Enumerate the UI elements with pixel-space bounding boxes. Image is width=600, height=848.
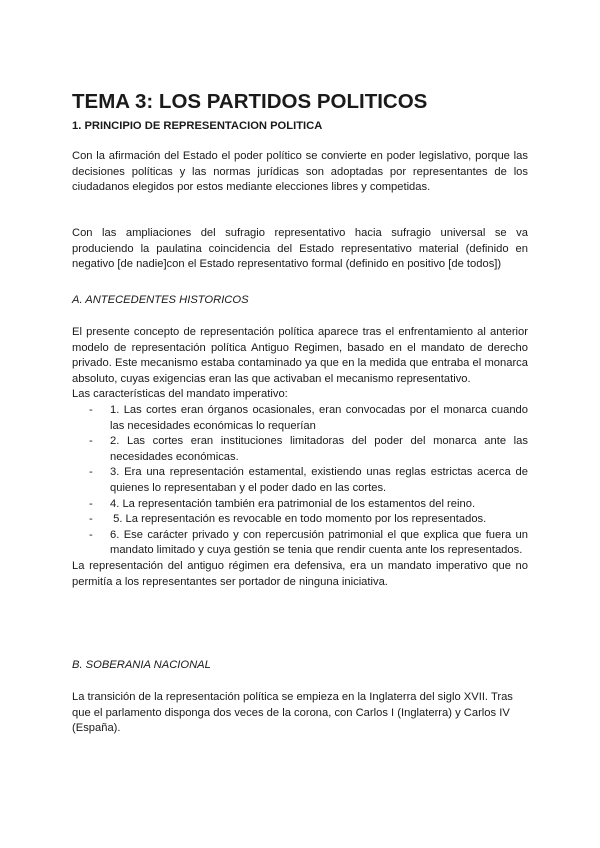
list-item — [72, 528, 528, 559]
dash-bullet: - — [89, 497, 93, 510]
list-title: Las características del mandato imperativo: — [72, 388, 288, 401]
subsection-heading: B. SOBERANIA NACIONAL — [72, 659, 211, 671]
body-paragraph: El presente concepto de representación política aparece tras el enfrentamiento al anterior modelo de representación política Antiguo Regimen, basado en el mandato de derecho privado. Este mecanismo estaba contaminado ya que en la medida que entraba el monarca absoluto, cuyas exigencias eran las que activaban el mecanismo representativo. — [72, 326, 528, 385]
dash-bullet: - — [89, 435, 93, 448]
subsection-a-body — [72, 325, 528, 590]
subsection-a-heading-wrap — [72, 293, 528, 309]
section-1-paragraph-1 — [72, 149, 528, 196]
subsection-b-heading-wrap — [72, 658, 528, 674]
subsection-heading: A. ANTECEDENTES HISTORICOS — [72, 294, 249, 306]
list-item-text: 1. Las cortes eran órganos ocasionales, eran convocadas por el monarca cuando las necesidades económicas lo requerían — [110, 403, 528, 432]
list-item-text: 5. La representación es revocable en todo momento por los representados. — [110, 513, 487, 526]
list-item — [72, 465, 528, 496]
list-item — [72, 403, 528, 434]
dash-bullet: - — [89, 403, 93, 416]
dash-bullet: - — [89, 513, 93, 526]
dash-bullet: - — [89, 466, 93, 479]
page-title: TEMA 3: LOS PARTIDOS POLITICOS — [72, 90, 428, 113]
list-item-text: 3. Era una representación estamental, existiendo unas reglas estrictas acerca de quienes lo representaban y el poder dado en las cortes. — [110, 466, 528, 494]
body-paragraph: Con la afirmación del Estado el poder político se convierte en poder legislativo, porque las decisiones políticas y las normas jurídicas son adoptadas por representantes de los ciudadanos elegidos por estos mediante elecciones libres y competidas. — [72, 150, 528, 194]
subsection-b-body — [72, 690, 528, 737]
body-paragraph: La transición de la representación política se empieza en la Inglaterra del siglo XVII. Tras que el parlamento disponga dos veces de la corona, con Carlos I (Inglaterra) y Carlos IV (España). — [72, 691, 513, 735]
list-item — [72, 497, 528, 513]
list-item — [72, 434, 528, 465]
section-1-paragraph-2 — [72, 226, 528, 273]
body-paragraph: Con las ampliaciones del sufragio representativo hacia sufragio universal se va produciendo la paulatina coincidencia del Estado representativo material (definido en negativo [de nadie]con el Estado representativo formal (definido en positivo [de todos]) — [72, 227, 528, 271]
section-heading: 1. PRINCIPIO DE REPRESENTACION POLITICA — [72, 120, 323, 132]
list-item-text: 2. Las cortes eran instituciones limitadoras del poder del monarca ante las necesidades económicas. — [110, 435, 528, 463]
list-item — [72, 512, 528, 528]
dash-bullet: - — [89, 528, 93, 541]
list-item-text: 6. Ese carácter privado y con repercusión patrimonial el que explica que fuera un mandato limitado y cuya gestión se tenia que rendir cuenta ante los representados. — [110, 528, 528, 557]
body-paragraph: La representación del antiguo régimen era defensiva, era un mandato imperativo que no permitía a los representantes ser portador de ninguna iniciativa. — [72, 559, 528, 588]
list-item-text: 4. La representación también era patrimonial de los estamentos del reino. — [110, 497, 476, 510]
mandate-characteristics-list — [72, 403, 528, 559]
